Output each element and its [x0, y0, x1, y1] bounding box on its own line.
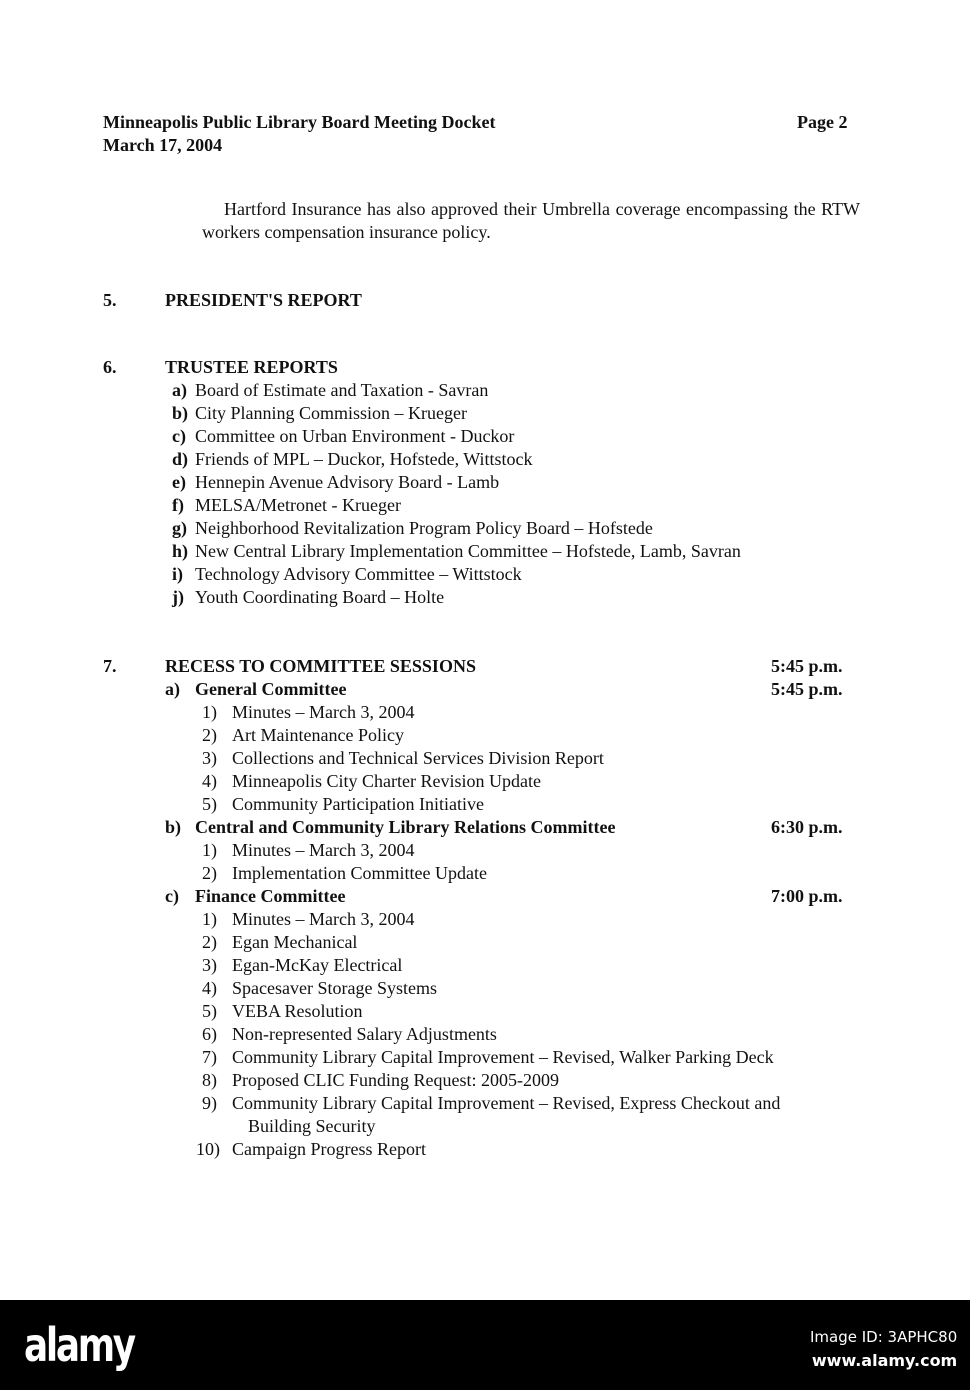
agenda-item: Community Library Capital Improvement – Revised, Walker Parking Deck	[232, 1047, 774, 1067]
section-7-time: 5:45 p.m.	[771, 656, 843, 676]
trustee-report-marker: f)	[172, 495, 184, 515]
trustee-report-marker: g)	[172, 518, 187, 538]
agenda-item: Community Library Capital Improvement – Revised, Express Checkout and	[232, 1093, 781, 1113]
section-7-title: RECESS TO COMMITTEE SESSIONS	[165, 656, 476, 676]
section-6-number: 6.	[103, 357, 117, 377]
committee-title: General Committee	[195, 679, 347, 699]
trustee-report-marker: j)	[172, 587, 184, 607]
trustee-report-marker: e)	[172, 472, 186, 492]
agenda-item: VEBA Resolution	[232, 1001, 363, 1021]
agenda-item-number: 1)	[202, 909, 217, 929]
intro-paragraph: Hartford Insurance has also approved their Umbrella coverage encompassing the RTW workers compensation insurance policy.	[202, 199, 860, 242]
agenda-item-number: 1)	[202, 840, 217, 860]
image-id: Image ID: 3APHC80	[810, 1328, 958, 1346]
agenda-item: Spacesaver Storage Systems	[232, 978, 437, 998]
agenda-item-number: 6)	[202, 1024, 217, 1044]
agenda-item: Egan Mechanical	[232, 932, 358, 952]
agenda-item: Minutes – March 3, 2004	[232, 840, 415, 860]
agenda-item-number: 5)	[202, 1001, 217, 1021]
agenda-item-number: 7)	[202, 1047, 217, 1067]
agenda-item-number: 3)	[202, 748, 217, 768]
agenda-item-number: 3)	[202, 955, 217, 975]
committee-time: 5:45 p.m.	[771, 679, 843, 699]
watermark-footer	[0, 1300, 970, 1390]
agenda-item-continuation: Building Security	[248, 1116, 376, 1136]
agenda-item: Minutes – March 3, 2004	[232, 909, 415, 929]
trustee-report-item: Committee on Urban Environment - Duckor	[195, 426, 515, 446]
agenda-item-number: 5)	[202, 794, 217, 814]
agenda-item: Minutes – March 3, 2004	[232, 702, 415, 722]
committee-marker: a)	[165, 679, 180, 699]
trustee-report-item: Friends of MPL – Duckor, Hofstede, Wittstock	[195, 449, 533, 469]
committee-title: Central and Community Library Relations Committee	[195, 817, 616, 837]
section-5-title: PRESIDENT'S REPORT	[165, 290, 362, 310]
committee-marker: c)	[165, 886, 179, 906]
agenda-item-number: 4)	[202, 771, 217, 791]
alamy-url: www.alamy.com	[811, 1351, 958, 1370]
trustee-report-item: Technology Advisory Committee – Wittstock	[195, 564, 522, 584]
agenda-item-number: 8)	[202, 1070, 217, 1090]
section-6-title: TRUSTEE REPORTS	[165, 357, 338, 377]
agenda-item-number: 2)	[202, 863, 217, 883]
trustee-report-item: Hennepin Avenue Advisory Board - Lamb	[195, 472, 500, 492]
agenda-item: Minneapolis City Charter Revision Update	[232, 771, 541, 791]
trustee-report-item: City Planning Commission – Krueger	[195, 403, 467, 423]
agenda-item: Proposed CLIC Funding Request: 2005-2009	[232, 1070, 559, 1090]
trustee-report-item: MELSA/Metronet - Krueger	[195, 495, 401, 515]
agenda-item: Campaign Progress Report	[232, 1139, 426, 1159]
trustee-report-item: Youth Coordinating Board – Holte	[195, 587, 445, 607]
trustee-report-marker: b)	[172, 403, 189, 423]
alamy-logo: alamy	[24, 1318, 134, 1372]
trustee-report-marker: h)	[172, 541, 189, 561]
agenda-item-number: 9)	[202, 1093, 217, 1113]
page-number: Page 2	[797, 112, 848, 132]
section-5-number: 5.	[103, 290, 117, 310]
committee-title: Finance Committee	[195, 886, 346, 906]
image-info	[810, 1325, 957, 1373]
committee-time: 7:00 p.m.	[771, 886, 843, 906]
trustee-report-marker: i)	[172, 564, 183, 584]
agenda-item: Art Maintenance Policy	[232, 725, 404, 745]
agenda-item: Collections and Technical Services Division Report	[232, 748, 604, 768]
trustee-report-marker: c)	[172, 426, 186, 446]
agenda-item-number: 2)	[202, 932, 217, 952]
agenda-item-number: 10)	[196, 1139, 220, 1159]
agenda-item-number: 1)	[202, 702, 217, 722]
trustee-report-marker: d)	[172, 449, 189, 469]
agenda-item: Community Participation Initiative	[232, 794, 484, 814]
agenda-item: Non-represented Salary Adjustments	[232, 1024, 497, 1044]
docket-date: March 17, 2004	[103, 135, 223, 155]
agenda-item-number: 4)	[202, 978, 217, 998]
agenda-item: Egan-McKay Electrical	[232, 955, 403, 975]
docket-title: Minneapolis Public Library Board Meeting Docket	[103, 112, 496, 132]
committee-marker: b)	[165, 817, 182, 837]
trustee-report-marker: a)	[172, 380, 187, 400]
trustee-report-item: Board of Estimate and Taxation - Savran	[195, 380, 489, 400]
agenda-item-number: 2)	[202, 725, 217, 745]
trustee-report-item: New Central Library Implementation Committee – Hofstede, Lamb, Savran	[195, 541, 741, 561]
committee-time: 6:30 p.m.	[771, 817, 843, 837]
trustee-report-item: Neighborhood Revitalization Program Policy Board – Hofstede	[195, 518, 653, 538]
section-7-number: 7.	[103, 656, 117, 676]
agenda-item: Implementation Committee Update	[232, 863, 487, 883]
